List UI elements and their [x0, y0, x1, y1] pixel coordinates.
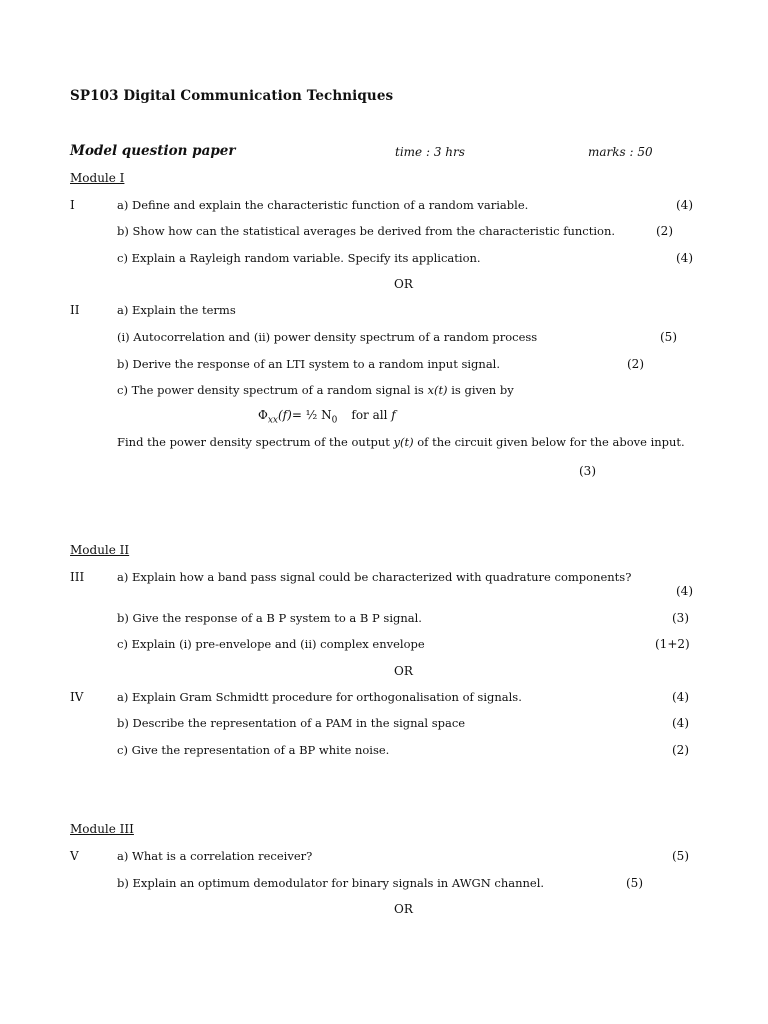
- question-part: a) What is a correlation receiver?: [117, 849, 313, 863]
- part-marks: (1+2): [655, 637, 690, 651]
- question-part: b) Explain an optimum demodulator for binary signals in AWGN channel.: [117, 876, 545, 890]
- part-marks: (2): [627, 357, 644, 371]
- module-heading: Module I: [70, 171, 125, 185]
- question-part: b) Derive the response of an LTI system to a random input signal.: [117, 357, 501, 371]
- part-marks: (5): [626, 876, 643, 890]
- part-marks: (2): [672, 743, 689, 757]
- module-heading: Module II: [70, 543, 130, 557]
- part-marks: (3): [672, 611, 689, 625]
- time-allowed: time : 3 hrs: [395, 145, 465, 159]
- part-marks: (4): [672, 716, 689, 730]
- part-marks: (5): [660, 330, 677, 344]
- question-number: II: [70, 303, 80, 317]
- question-part: Find the power density spectrum of the output y(t) of the circuit given below for the above input.: [117, 435, 685, 449]
- question-part: c) Explain (i) pre-envelope and (ii) complex envelope: [117, 637, 425, 651]
- question-part: b) Show how can the statistical averages be derived from the characteristic function.: [117, 224, 616, 238]
- question-part: c) The power density spectrum of a random signal is x(t) is given by: [117, 383, 514, 397]
- part-marks: (3): [579, 464, 596, 478]
- question-part: b) Give the response of a B P system to a B P signal.: [117, 611, 422, 625]
- or-separator: OR: [394, 277, 413, 291]
- question-part: c) Explain a Rayleigh random variable. Specify its application.: [117, 251, 481, 265]
- question-part: b) Describe the representation of a PAM in the signal space: [117, 716, 466, 730]
- psd-formula: $\Phi_{xx}(f)=$ ½ $N_0$ for all f: [258, 408, 396, 426]
- or-separator: OR: [394, 664, 413, 678]
- paper-title: SP103 Digital Communication Techniques: [70, 88, 394, 104]
- question-part: a) Explain Gram Schmidtt procedure for orthogonalisation of signals.: [117, 690, 522, 704]
- question-number: IV: [70, 690, 84, 704]
- part-marks: (4): [672, 690, 689, 704]
- total-marks: marks : 50: [588, 145, 653, 159]
- part-marks: (4): [676, 584, 693, 598]
- output-variable: y(t): [393, 435, 414, 449]
- question-number: III: [70, 570, 85, 584]
- question-number: I: [70, 198, 75, 212]
- question-number: V: [70, 849, 79, 863]
- part-marks: (4): [676, 198, 693, 212]
- question-part: c) Give the representation of a BP white noise.: [117, 743, 390, 757]
- module-heading: Module III: [70, 822, 134, 836]
- question-part: a) Explain the terms: [117, 303, 236, 317]
- question-part: a) Explain how a band pass signal could be characterized with quadrature components?: [117, 570, 632, 584]
- part-marks: (4): [676, 251, 693, 265]
- question-part: (i) Autocorrelation and (ii) power density spectrum of a random process: [117, 330, 538, 344]
- paper-subtitle: Model question paper: [70, 143, 236, 159]
- part-marks: (5): [672, 849, 689, 863]
- part-marks: (2): [656, 224, 673, 238]
- or-separator: OR: [394, 902, 413, 916]
- signal-variable: x(t): [427, 383, 448, 397]
- question-part: a) Define and explain the characteristic function of a random variable.: [117, 198, 529, 212]
